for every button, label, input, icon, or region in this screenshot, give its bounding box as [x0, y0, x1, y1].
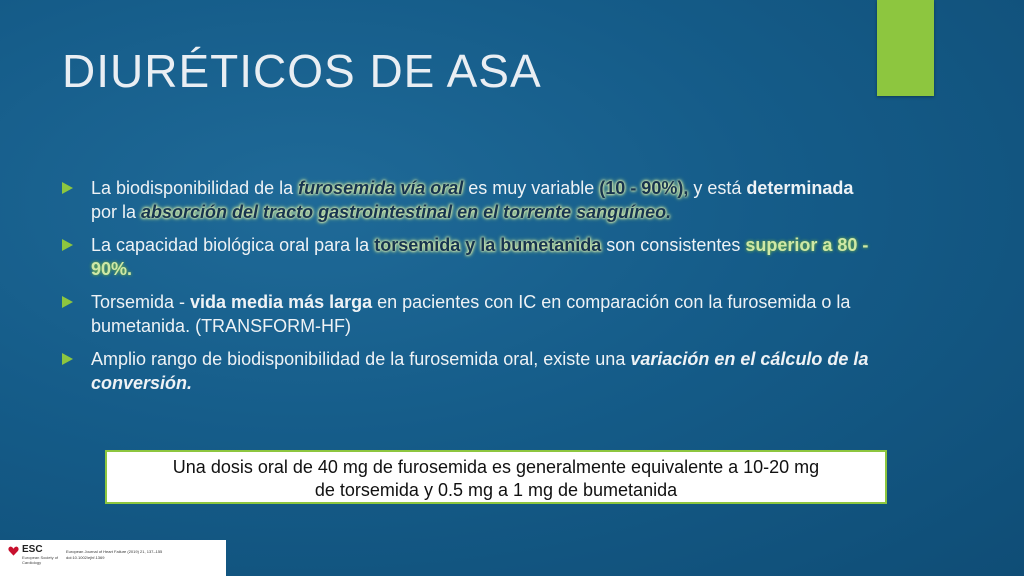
esc-logo-subtitle: European Society of Cardiology — [22, 555, 59, 565]
bullet-text-run: variación en el cálculo de la conversión. — [91, 349, 869, 393]
bullet-item — [62, 176, 882, 224]
reference-footer — [0, 540, 226, 576]
accent-bar — [877, 0, 934, 96]
callout-line-2: de torsemida y 0.5 mg a 1 mg de bumetanida — [314, 480, 678, 500]
triangle-arrow-icon — [62, 182, 73, 194]
bullet-text-run: en pacientes con IC en comparación con la furosemida o la bumetanida. (TRANSFORM-HF) — [91, 292, 851, 336]
bullet-text-run: por la — [91, 202, 142, 222]
bullet-item — [62, 233, 882, 281]
bullet-text-run: furosemida vía oral — [298, 178, 464, 198]
bullet-text-run: es muy variable — [463, 178, 600, 198]
bullet-text-run: La biodisponibilidad de la — [91, 178, 299, 198]
bullet-item — [62, 290, 882, 338]
triangle-arrow-icon — [62, 296, 73, 308]
bullet-item — [62, 347, 882, 395]
bullet-text-run: Amplio rango de biodisponibilidad de la furosemida oral, existe una — [91, 349, 631, 369]
bullet-text-run: torsemida y la bumetanida — [374, 235, 602, 255]
bullet-list — [62, 176, 882, 404]
bullet-text-run: Torsemida - — [91, 292, 191, 312]
callout-box — [105, 450, 887, 504]
bullet-text-run: La capacidad biológica oral para la — [91, 235, 375, 255]
bullet-text-run: determinada — [746, 178, 854, 198]
reference-journal: European Journal of Heart Failure (2019) 21, 137–155 — [66, 549, 163, 554]
triangle-arrow-icon — [62, 353, 73, 365]
bullet-text-run: (10 - 90%), — [599, 178, 689, 198]
esc-logo-text: ESC — [22, 544, 43, 555]
callout-line-1: Una dosis oral de 40 mg de furosemida es generalmente equivalente a 10-20 mg — [172, 457, 820, 477]
heart-icon — [8, 545, 19, 557]
bullet-text-run: y está — [688, 178, 747, 198]
bullet-text-run: absorción del tracto gastrointestinal en el torrente sanguíneo. — [141, 202, 672, 222]
triangle-arrow-icon — [62, 239, 73, 251]
bullet-text-run: superior a 80 - 90%. — [91, 235, 869, 279]
bullet-text-run: vida media más larga — [190, 292, 373, 312]
slide-title: DIURÉTICOS DE ASA — [62, 45, 542, 97]
reference-citation — [66, 549, 162, 561]
reference-doi: doi:10.1002/ejhf.1369 — [66, 555, 105, 560]
bullet-text-run: son consistentes — [601, 235, 746, 255]
